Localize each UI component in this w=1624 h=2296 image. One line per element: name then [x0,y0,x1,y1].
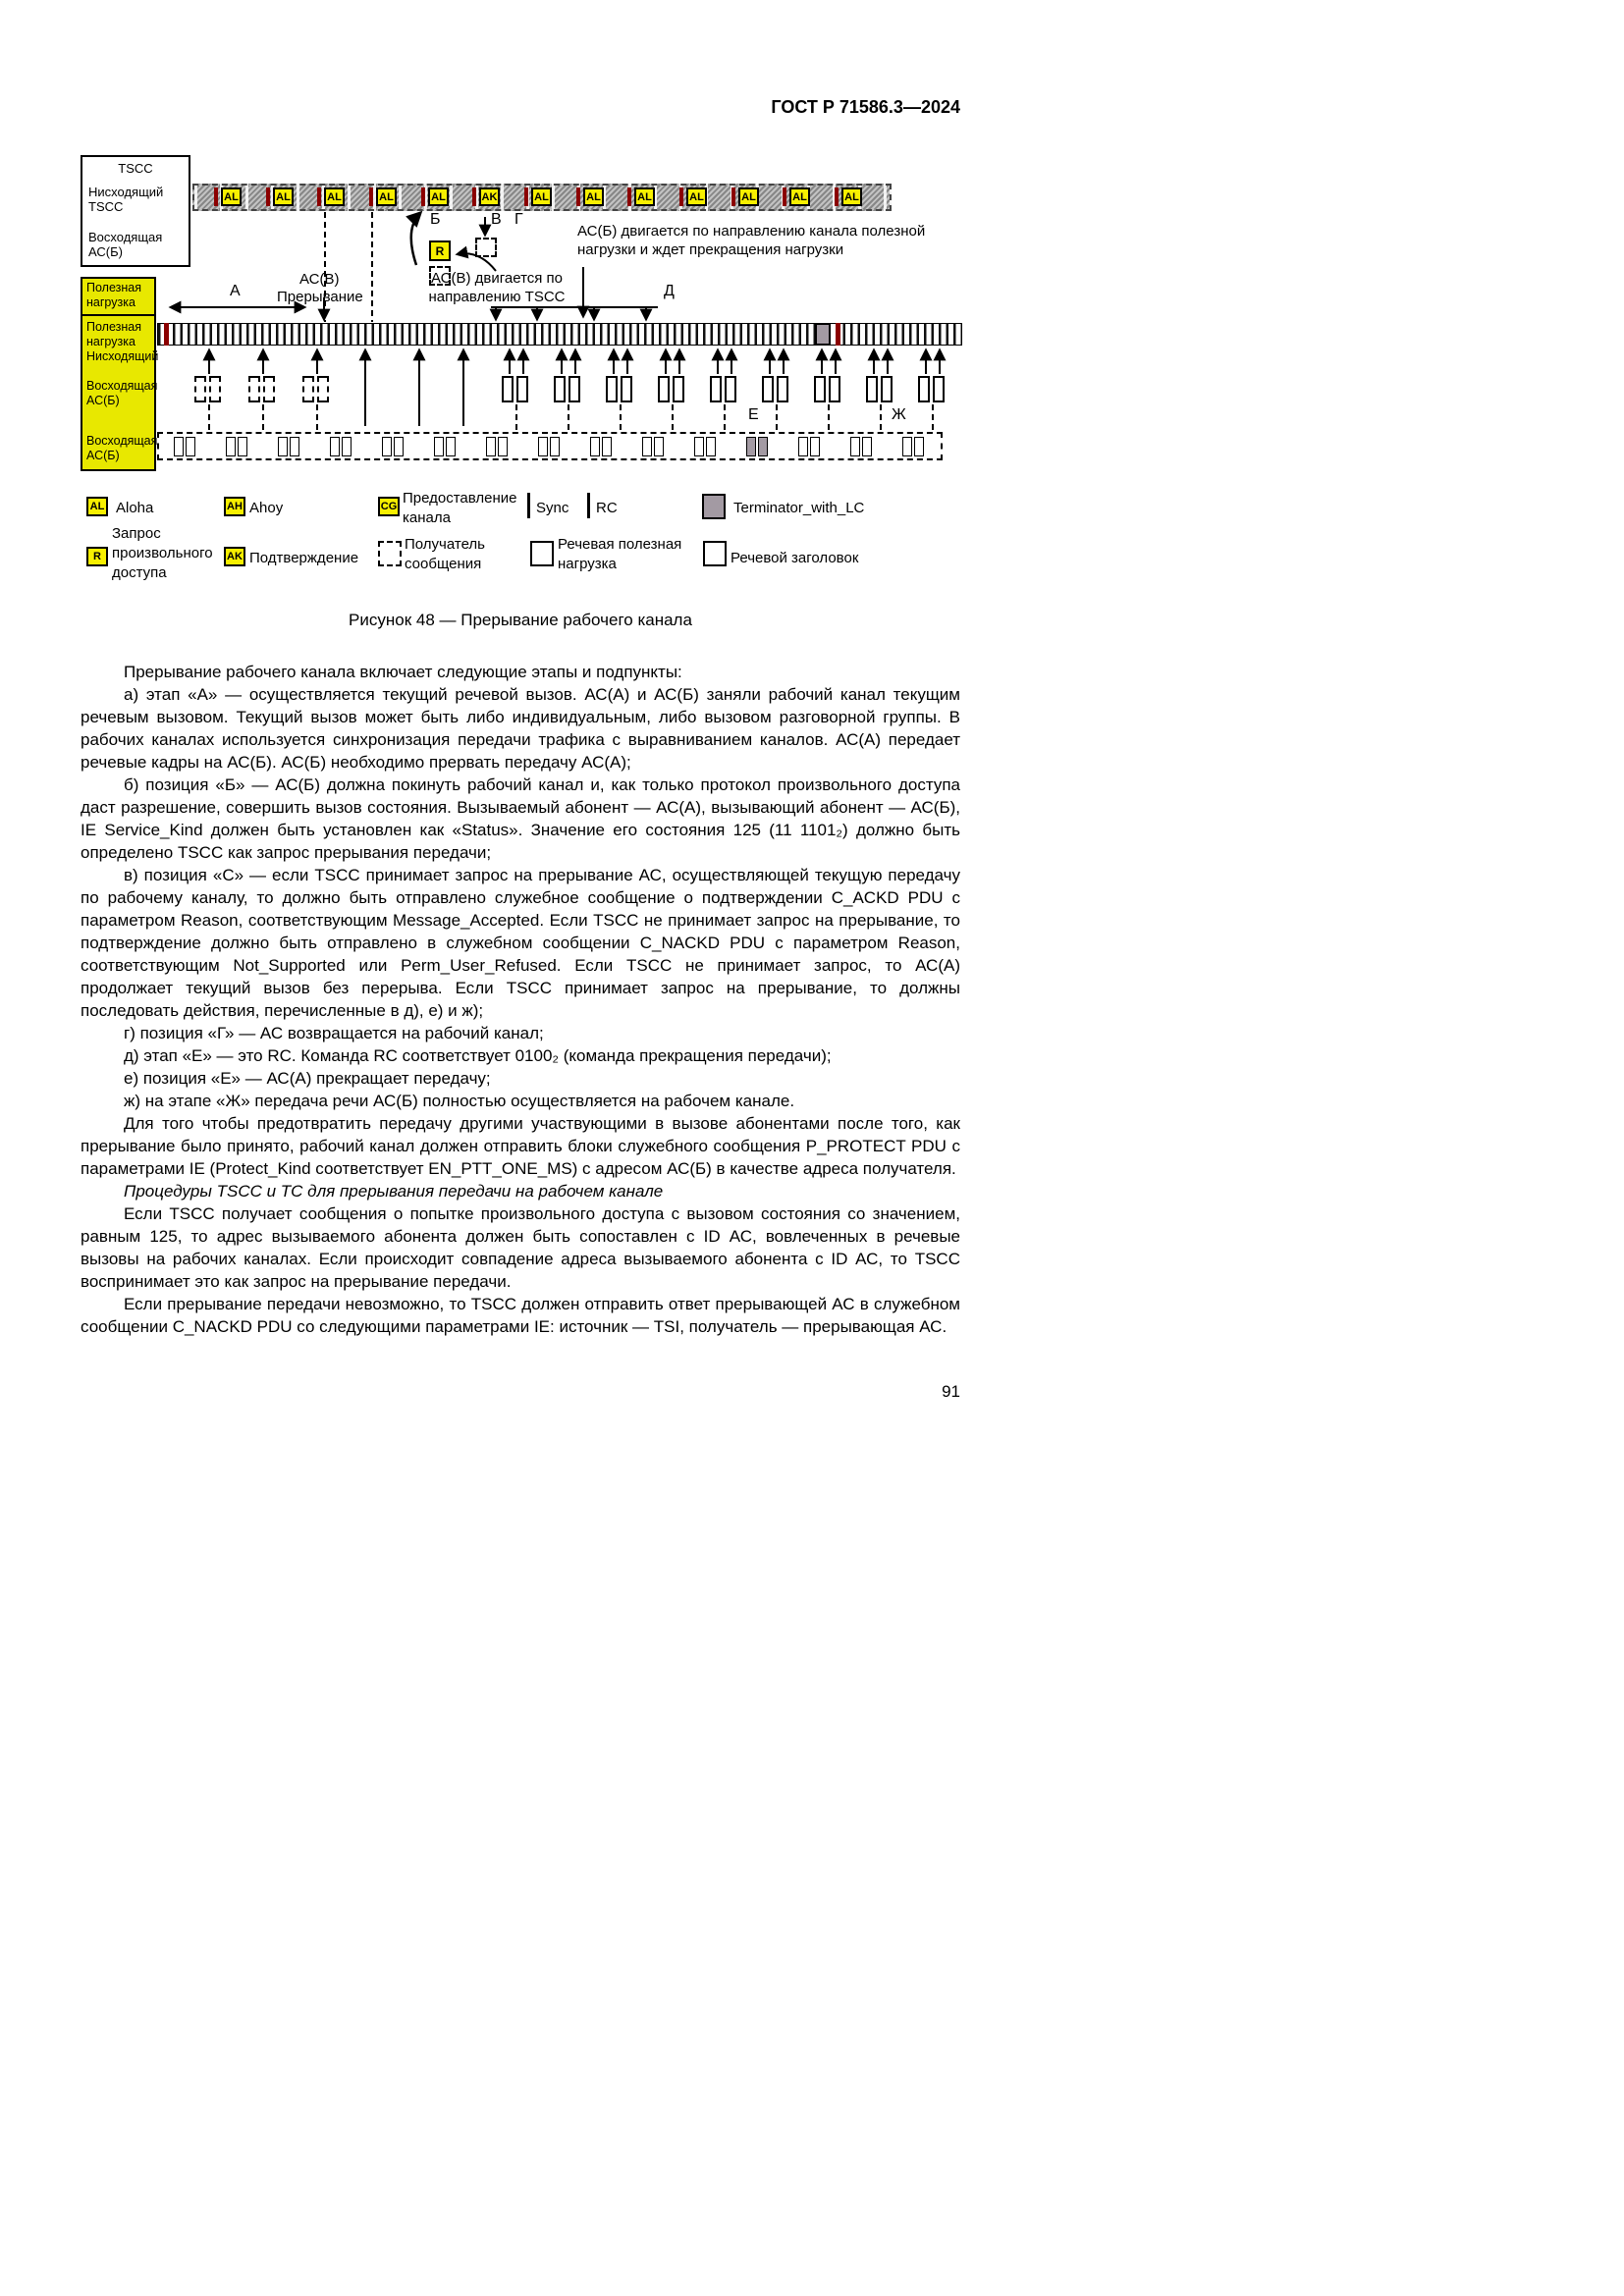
legend-voice-header-label: Речевой заголовок [731,550,859,566]
uplink-frame-group [694,437,716,456]
frame-cell [590,437,600,456]
frame-cell [290,437,299,456]
frame-cell [226,437,236,456]
legend-voice-payload-label: Речевая полезная нагрузка [558,536,682,572]
payload-downlink-bar [157,323,962,346]
red-slot [214,187,218,206]
uplink-frame-box [248,376,275,402]
frame-cell [933,376,945,402]
payload-legend-box [81,277,159,471]
frame-cell [330,437,340,456]
uplink-frame-group [434,437,456,456]
body-text [81,661,960,1338]
red-slot [627,187,631,206]
frame-cell [658,376,670,402]
payload-row-2: Полезная нагрузка Нисходящий [86,320,159,363]
red-slot [835,187,839,206]
paragraph: е) позиция «Е» — АС(А) прекращает передачу; [124,1069,491,1088]
al-chip: AL [583,187,604,206]
recipient-icon [378,541,402,566]
red-slot [576,187,580,206]
frame-cell [866,376,878,402]
legend-random-access-label: Запрос произвольного доступа [112,525,213,581]
al-chip: AL [376,187,397,206]
divider [81,314,156,316]
frame-cell [446,437,456,456]
uplink-frame-group [798,437,820,456]
frame-cell [762,376,774,402]
frame-cell [914,437,924,456]
frame-cell [918,376,930,402]
legend-al-chip: AL [86,497,108,516]
legend-cg-chip: CG [378,497,400,516]
tscc-downlink-label: Нисходящий TSCC [88,185,164,214]
frame-cell [278,437,288,456]
marker-e: Е [748,406,759,423]
doc-number: ГОСТ Р 71586.3—2024 [771,97,960,117]
red-slot [679,187,683,206]
frame-cell [538,437,548,456]
legend-terminator-label: Terminator_with_LC [733,500,865,516]
uplink-frame-box [814,376,840,402]
red-slot [421,187,425,206]
paragraph: Для того чтобы предотвратить передачу другими участвующими в вызове абонентами после того, как прерывание было принято, рабочий канал должен отправить блоки служебного сообщения P_PROTECT PDU с параметрами IE (Protect_Kind соответствует EN_PTT_ONE_MS) с адресом АС(Б) в качестве адреса получателя. [81,1114,960,1178]
paragraph-subheading: Процедуры TSCC и ТС для прерывания передачи на рабочем канале [124,1182,664,1201]
uplink-frame-group [902,437,924,456]
al-chip: AL [738,187,759,206]
uplink-frame-group [642,437,664,456]
frame-cell [194,376,206,402]
uplink-frame-group [226,437,247,456]
legend-recipient-label: Получатель сообщения [405,536,485,572]
frame-cell [554,376,566,402]
frame-cell [777,376,788,402]
frame-cell [606,376,618,402]
paragraph: ж) на этапе «Ж» передача речи АС(Б) полностью осуществляется на рабочем канале. [124,1092,795,1110]
al-chip: AL [686,187,707,206]
frame-cell [654,437,664,456]
tscc-box [81,155,190,267]
ak-chip: AK [479,187,500,206]
legend-ack-label: Подтверждение [249,550,359,566]
frame-cell [829,376,840,402]
red-slot [317,187,321,206]
frame-cell [342,437,352,456]
as-v-label: АС(В) [299,271,340,288]
uplink-frame-box [302,376,329,402]
frame-cell [394,437,404,456]
uplink-frame-group [538,437,560,456]
frame-cell [550,437,560,456]
red-slot [731,187,735,206]
frame-cell [642,437,652,456]
voice-header-icon [703,541,727,566]
terminator-icon [702,494,726,519]
frame-cell [516,376,528,402]
page-number: 91 [942,1382,960,1401]
frame-cell [746,437,756,456]
frame-cell [862,437,872,456]
al-chip: AL [221,187,242,206]
frame-cell [317,376,329,402]
uplink-frame-group [174,437,195,456]
sync-bar-icon [527,493,530,518]
frame-cell [706,437,716,456]
al-chip: AL [841,187,862,206]
frame-cell [186,437,195,456]
frame-cell [502,376,514,402]
uplink-frame-box [866,376,893,402]
legend-cg-label: Предоставление канала [403,490,517,526]
paragraph: Если прерывание передачи невозможно, то TSCC должен отправить ответ прерывающей АС в служебном сообщении C_NACKD PDU со следующими параметрами IE: источник — TSI, получатель — прерывающая АС. [81,1295,960,1336]
frame-cell [694,437,704,456]
al-chip: AL [634,187,655,206]
uplink-frame-box [554,376,580,402]
uplink-frame-group [590,437,612,456]
al-chip: AL [324,187,345,206]
frame-cell [209,376,221,402]
figure-caption: Рисунок 48 — Прерывание рабочего канала [349,611,692,629]
uplink-frame-box [918,376,945,402]
voice-payload-icon [530,541,554,566]
frame-cell [498,437,508,456]
uplink-frame-group [278,437,299,456]
paragraph: д) этап «Е» — это RC. Команда RC соответствует 0100₂ (команда прекращения передачи); [124,1046,832,1065]
tscc-annotation: АС(В) двигается по направлению TSCC [428,270,566,305]
legend-ak-chip: AK [224,547,245,566]
frame-cell [758,437,768,456]
paragraph: г) позиция «Г» — АС возвращается на рабочий канал; [124,1024,544,1042]
uplink-frame-group [850,437,872,456]
frame-cell [710,376,722,402]
payload-row-3: Восходящая АС(Б) [86,379,158,407]
tscc-title: TSCC [118,161,153,176]
red-slot [266,187,270,206]
tscc-downlink-bar [192,184,892,211]
frame-cell [881,376,893,402]
paragraph: Прерывание рабочего канала включает следующие этапы и подпункты: [124,663,682,681]
legend-rc-label: RC [596,500,618,516]
voice-header-red-slot [836,323,840,346]
voice-header-red-slot [164,323,169,346]
frame-cell [434,437,444,456]
uplink-frame-box [502,376,528,402]
al-chip: AL [789,187,810,206]
frame-cell [302,376,314,402]
al-chip: AL [428,187,449,206]
frame-cell [486,437,496,456]
frame-cell [602,437,612,456]
recipient-slot [475,238,497,257]
frame-cell [725,376,736,402]
marker-g: Г [514,211,523,228]
red-slot [524,187,528,206]
red-slot [783,187,786,206]
frame-cell [810,437,820,456]
payload-annotation: АС(Б) двигается по направлению канала полезной нагрузки и ждет прекращения нагрузки [577,223,926,258]
tscc-uplink-label: Восходящая АС(Б) [88,230,163,259]
random-access-chip: R [429,240,451,261]
legend-aloha-label: Aloha [116,500,154,516]
uplink-frame-box [762,376,788,402]
frame-cell [248,376,260,402]
paragraph: б) позиция «Б» — АС(Б) должна покинуть рабочий канал и, как только протокол произвольного доступа даст разрешение, совершить вызов состояния. Вызываемый абонент — АС(А), вызывающий абонент — АС(Б), IE Service_Kind должен быть установлен как «Status». Значение его состояния 125 (11 1101₂) должно быть определено TSCC как запрос прерывания передачи; [81,775,960,862]
terminator-frame-group [746,437,768,456]
terminator-slot [815,323,831,346]
marker-b: Б [430,211,441,228]
rc-bar-icon [587,493,590,518]
marker-d: Д [664,283,675,299]
legend-r-chip: R [86,547,108,566]
uplink-frame-box [710,376,736,402]
marker-a: А [230,283,241,299]
frame-cell [174,437,184,456]
frame-cell [263,376,275,402]
frame-cell [798,437,808,456]
uplink-frame-box [658,376,684,402]
paragraph: а) этап «А» — осуществляется текущий речевой вызов. АС(А) и АС(Б) заняли рабочий канал текущим речевым вызовом. Текущий вызов может быть либо индивидуальным, либо вызовом разговорной группы. В рабочих каналах используется синхронизация передачи трафика с выравниванием каналов. АС(А) передает речевые кадры на АС(Б). АС(Б) необходимо прервать передачу АС(А); [81,685,960,772]
payload-row-4: Восходящая АС(Б) [86,434,158,462]
marker-zh: Ж [892,406,906,423]
frame-cell [621,376,632,402]
uplink-frame-group [330,437,352,456]
uplink-bar [157,432,943,460]
uplink-frame-group [382,437,404,456]
marker-v: В [491,211,502,228]
uplink-frame-box [194,376,221,402]
figure-diagram [0,0,1624,653]
uplink-frame-box [606,376,632,402]
frame-cell [673,376,684,402]
uplink-frame-group [486,437,508,456]
payload-row-1: Полезная нагрузка [86,281,141,309]
frame-cell [382,437,392,456]
interruption-label: Прерывание [277,289,363,305]
frame-cell [902,437,912,456]
frame-cell [238,437,247,456]
al-chip: AL [273,187,294,206]
al-chip: AL [531,187,552,206]
frame-cell [814,376,826,402]
red-slot [472,187,476,206]
red-slot [369,187,373,206]
paragraph: Если TSCC получает сообщения о попытке произвольного доступа с вызовом состояния со значением, равным 125, то адрес вызываемого абонента должен быть сопоставлен с ID АС, вовлеченных в речевые вызовы на рабочих каналах. Если происходит совпадение адреса вызываемого абонента с ID АС, то TSCC воспринимает это как запрос на прерывание передачи. [81,1204,960,1291]
frame-cell [850,437,860,456]
paragraph: в) позиция «С» — если TSCC принимает запрос на прерывание АС, осуществляющей текущую передачу по рабочему каналу, то должно быть отправлено служебное сообщение о подтверждении C_ACKD PDU с параметром Reason, соответствующим Message_Accepted. Если TSCC не принимает запрос на прерывание, то подтверждение должно быть отправлено в служебном сообщении C_NACKD PDU с параметром Reason, соответствующим Not_Supported или Perm_User_Refused. Если TSCC не принимает запрос, то АС(А) продолжает текущий вызов без перерыва. Если TSCC принимает запрос на прерывание, то должны последовать действия, перечисленные в д), е) и ж); [81,866,960,1020]
legend-sync-label: Sync [536,500,569,516]
legend-ahoy-label: Ahoy [249,500,284,516]
legend-ah-chip: AH [224,497,245,516]
frame-cell [568,376,580,402]
